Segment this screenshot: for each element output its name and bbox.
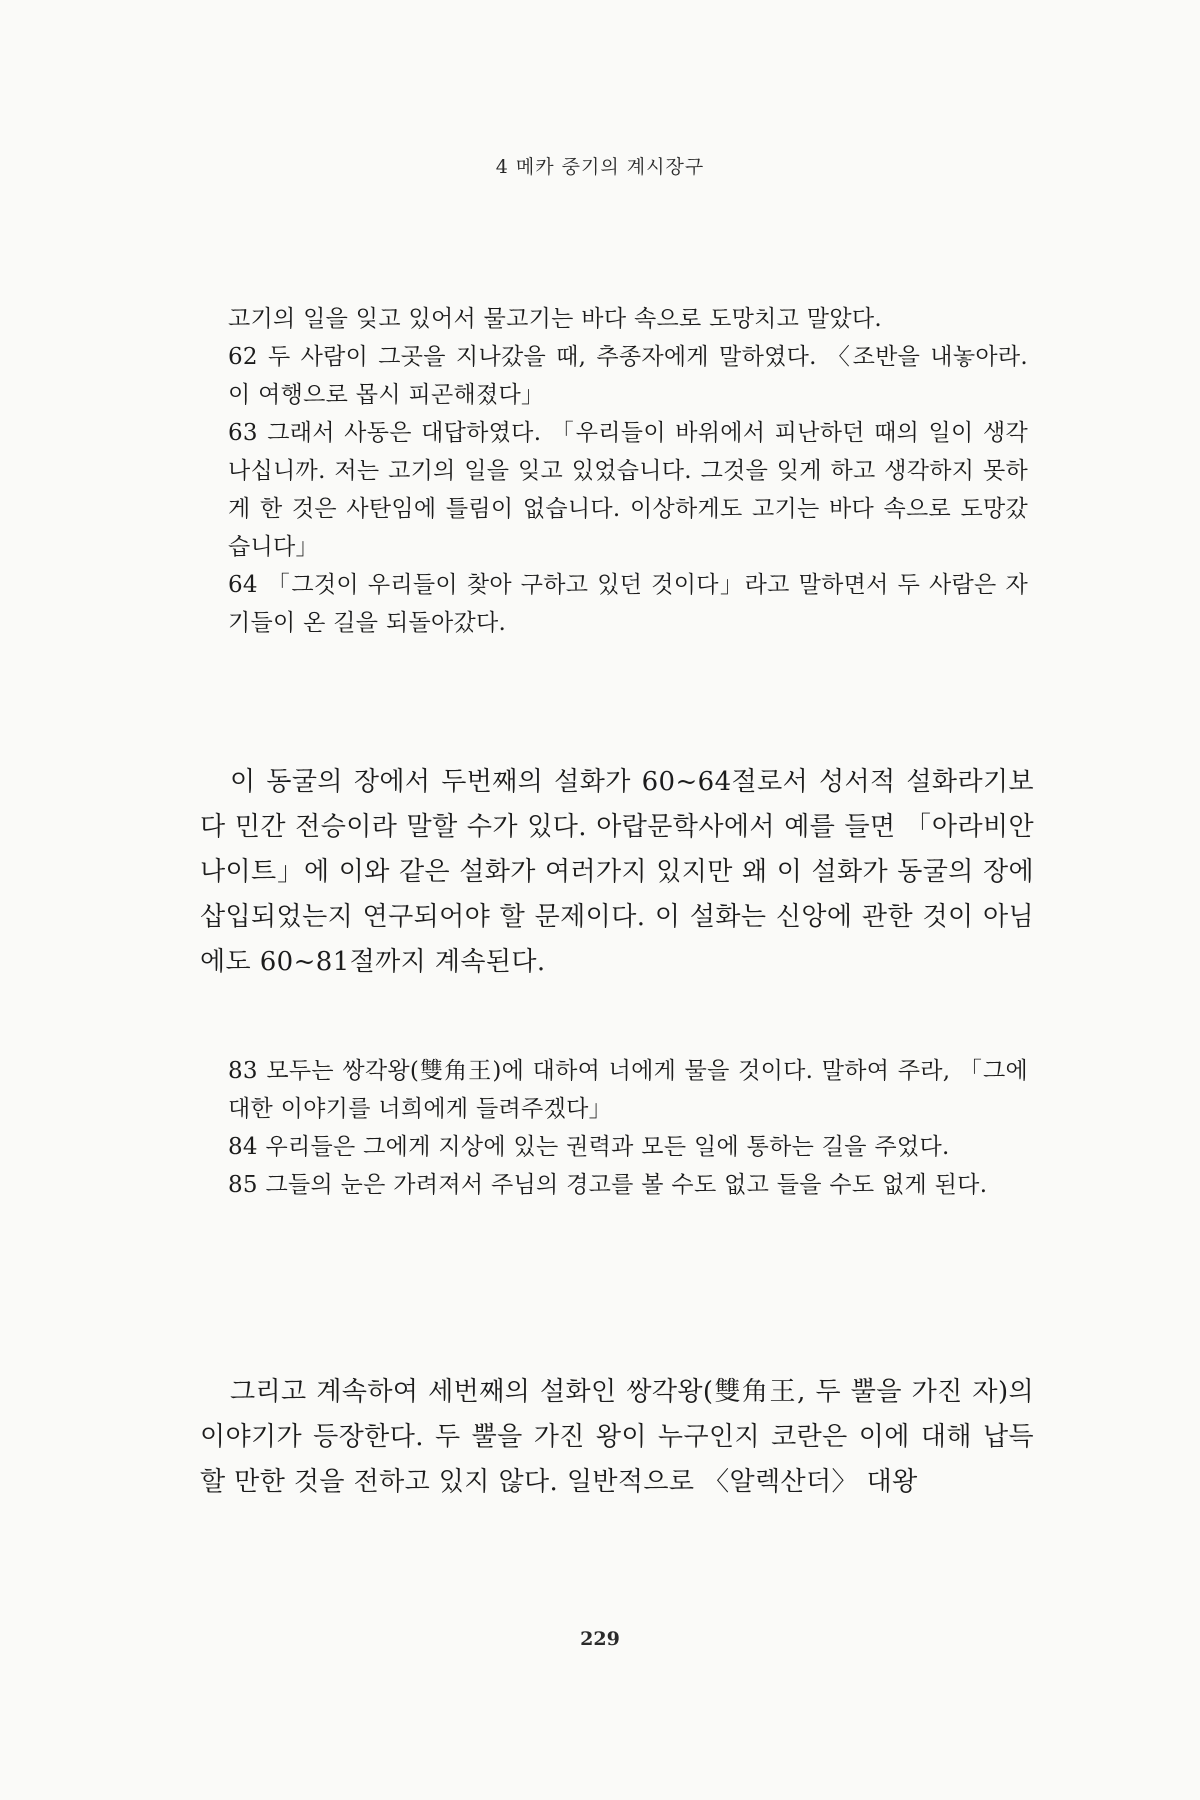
commentary-paragraph-2: [200, 1370, 1034, 1505]
verse-84: 84 우리들은 그에게 지상에 있는 권력과 모든 일에 통하는 길을 주었다.: [228, 1134, 950, 1160]
verse-83: 83 모두는 쌍각왕(雙角王)에 대하여 너에게 물을 것이다. 말하여 주라, 「그에 대한 이야기를 너희에게 들려주겠다」: [228, 1058, 1028, 1122]
verse-62: 62 두 사람이 그곳을 지나갔을 때, 추종자에게 말하였다. 〈조반을 내놓아라. 이 여행으로 몹시 피곤해졌다」: [228, 344, 1028, 408]
verse-64: 64 「그것이 우리들이 찾아 구하고 있던 것이다」라고 말하면서 두 사람은 자기들이 온 길을 되돌아갔다.: [228, 572, 1028, 636]
verse-quote-block-2: [228, 1052, 1028, 1204]
verse-line: 고기의 일을 잊고 있어서 물고기는 바다 속으로 도망치고 말았다.: [228, 306, 882, 332]
commentary-paragraph-1: [200, 760, 1034, 985]
page-number: 229: [580, 1628, 620, 1650]
verse-63: 63 그래서 사동은 대답하였다. 「우리들이 바위에서 피난하던 때의 일이 생각나십니까. 저는 고기의 일을 잊고 있었습니다. 그것을 잊게 하고 생각하지 못하게 한 것은 사탄임에 틀림이 없습니다. 이상하게도 고기는 바다 속으로 도망갔습니다」: [228, 420, 1028, 560]
paragraph-text: 이 동굴의 장에서 두번째의 설화가 60~64절로서 성서적 설화라기보다 민간 전승이라 말할 수가 있다. 아랍문학사에서 예를 들면 「아라비안 나이트」에 이와 같은 설화가 여러가지 있지만 왜 이 설화가 동굴의 장에 삽입되었는지 연구되어야 할 문제이다. 이 설화는 신앙에 관한 것이 아님에도 60~81절까지 계속된다.: [200, 767, 1034, 977]
paragraph-text: 그리고 계속하여 세번째의 설화인 쌍각왕(雙角王, 두 뿔을 가진 자)의 이야기가 등장한다. 두 뿔을 가진 왕이 누구인지 코란은 이에 대해 납득할 만한 것을 전하고 있지 않다. 일반적으로 〈알렉산더〉 대왕: [200, 1377, 1034, 1497]
verse-85: 85 그들의 눈은 가려져서 주님의 경고를 볼 수도 없고 들을 수도 없게 된다.: [228, 1172, 988, 1198]
running-head: 4 메카 중기의 계시장구: [495, 156, 705, 178]
verse-quote-block-1: [228, 300, 1028, 642]
